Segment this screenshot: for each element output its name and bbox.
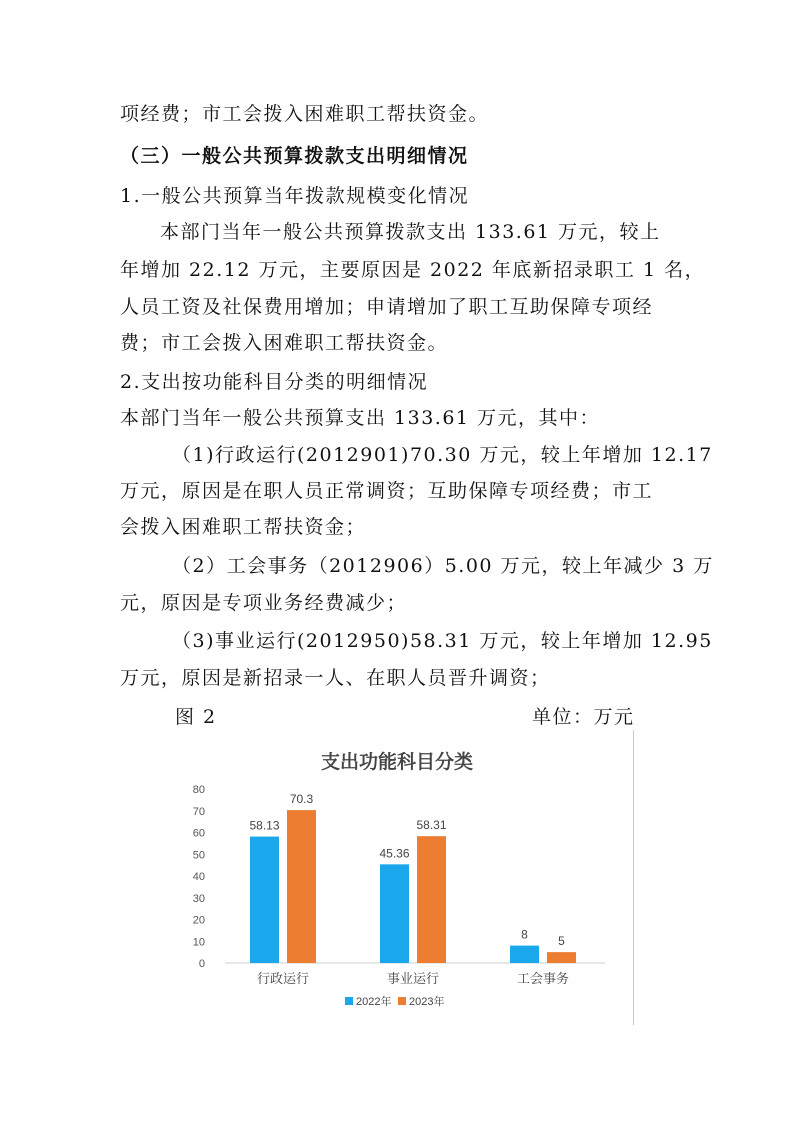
y-tick-label-6: 60 (192, 827, 205, 840)
unit-label: 单位：万元 (532, 706, 635, 728)
bar-0-0 (250, 837, 279, 963)
subsection-heading-1: 1.一般公共预算当年拨款规模变化情况 (120, 185, 470, 207)
data-label-1-0: 70.3 (289, 792, 314, 807)
y-tick-label-1: 10 (192, 936, 205, 949)
y-tick-label-7: 70 (192, 805, 205, 818)
data-label-1-1: 58.31 (416, 818, 447, 833)
bar-0-2 (510, 946, 539, 963)
text-line-13: （2）工会事务（2012906）5.00 万元，较上年减少 3 万 (172, 555, 714, 577)
x-tick-label-1: 事业运行 (386, 971, 440, 986)
figure-label: 图 2 (175, 706, 217, 728)
y-tick-label-4: 40 (192, 871, 205, 883)
y-tick-label-3: 30 (192, 892, 205, 905)
y-tick-label-5: 50 (192, 849, 205, 862)
data-label-0-0: 58.13 (249, 818, 280, 833)
bar-1-0 (287, 810, 316, 963)
text-line-1: 项经费；市工会拨入困难职工帮扶资金。 (120, 103, 490, 125)
text-line-11: 万元，原因是在职人员正常调资；互助保障专项经费；市工 (120, 480, 654, 502)
text-line-7: 费；市工会拨入困难职工帮扶资金。 (120, 332, 449, 354)
chart-title: 支出功能科目分类 (320, 752, 474, 773)
y-tick-label-8: 80 (192, 784, 205, 796)
x-tick-label-2: 工会事务 (516, 971, 570, 986)
text-line-12: 会拨入困难职工帮扶资金； (120, 516, 367, 538)
text-line-6: 人员工资及社保费用增加；申请增加了职工互助保障专项经 (120, 296, 654, 318)
text-line-14: 元，原因是专项业务经费减少； (120, 592, 408, 614)
y-tick-label-2: 20 (192, 914, 205, 927)
bar-0-1 (380, 864, 409, 963)
bar-1-1 (417, 836, 446, 963)
legend-swatch-1 (398, 997, 406, 1005)
chart-border-line (633, 730, 634, 1025)
text-line-9: 本部门当年一般公共预算支出 133.61 万元，其中： (120, 407, 601, 429)
x-tick-label-0: 行政运行 (256, 971, 310, 986)
data-label-0-1: 45.36 (379, 846, 410, 861)
text-line-5: 年增加 22.12 万元，主要原因是 2022 年底新招录职工 1 名， (120, 259, 706, 281)
legend-swatch-0 (345, 997, 353, 1005)
legend-label-0: 2022年 (356, 996, 392, 1008)
data-label-0-2: 8 (521, 927, 528, 942)
data-label-1-2: 5 (558, 934, 565, 949)
text-line-10: （1)行政运行(2012901)70.30 万元，较上年增加 12.17 (172, 444, 713, 466)
legend-label-1: 2023年 (409, 996, 445, 1008)
section-heading: （三）一般公共预算拨款支出明细情况 (120, 145, 469, 167)
bar-1-2 (547, 952, 576, 963)
subsection-heading-2: 2.支出按功能科目分类的明细情况 (120, 371, 429, 393)
text-line-15: （3)事业运行(2012950)58.31 万元，较上年增加 12.95 (172, 630, 713, 652)
text-line-16: 万元，原因是新招录一人、在职人员晋升调资； (120, 667, 551, 689)
bar-chart (175, 732, 625, 1022)
y-tick-label-0: 0 (198, 958, 205, 970)
text-line-4: 本部门当年一般公共预算拨款支出 133.61 万元，较上 (160, 221, 661, 243)
